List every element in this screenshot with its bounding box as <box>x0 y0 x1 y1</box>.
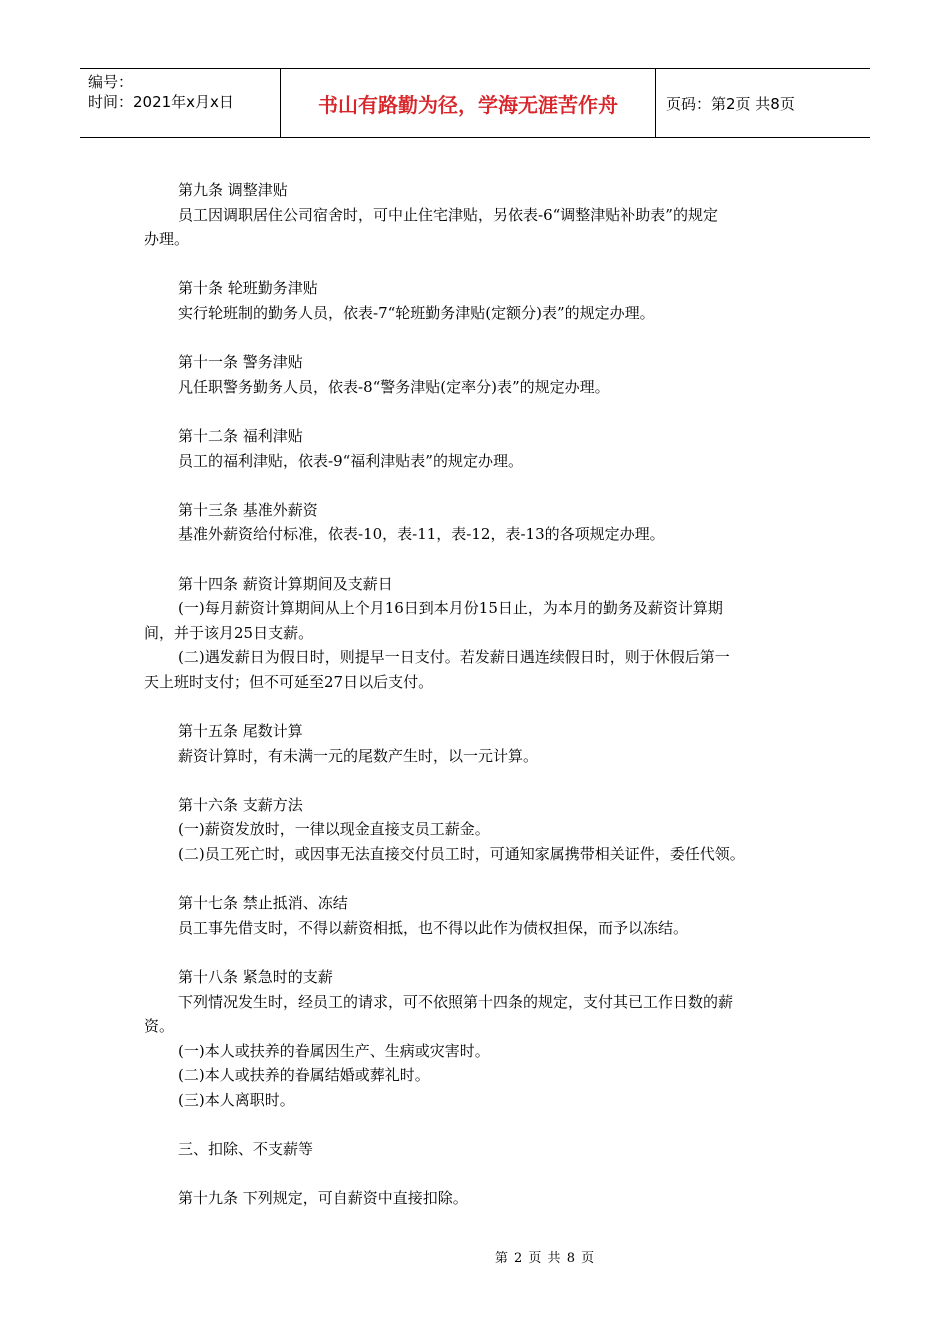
article-16-item-1: (一)薪资发放时，一律以现金直接支员工薪金。 <box>178 820 490 839</box>
article-11-paragraph: 凡任职警务勤务人员，依表-8“警务津贴(定率分)表”的规定办理。 <box>178 377 610 396</box>
document-time-label: 时间：2021年x月x日 <box>88 93 234 111</box>
article-12-paragraph: 员工的福利津贴，依表-9“福利津贴表”的规定办理。 <box>178 451 523 470</box>
header-meta-cell <box>80 69 281 137</box>
article-14-item-2-line-2: 天上班时支付；但不可延至27日以后支付。 <box>144 672 434 691</box>
article-13-paragraph: 基准外薪资给付标准，依表-10，表-11，表-12，表-13的各项规定办理。 <box>178 525 665 544</box>
article-14-item-2-line-1: (二)遇发薪日为假日时，则提早一日支付。若发薪日遇连续假日时，则于休假后第一 <box>178 648 730 667</box>
article-14-item-1-line-1: (一)每月薪资计算期间从上个月16日到本月份15日止，为本月的勤务及薪资计算期 <box>178 599 723 618</box>
article-16-item-2: (二)员工死亡时，或因事无法直接交付员工时，可通知家属携带相关证件，委任代领。 <box>178 845 745 864</box>
article-9-paragraph-line-1: 员工因调职居住公司宿舍时，可中止住宅津贴，另依表-6“调整津贴补助表”的规定 <box>178 205 718 224</box>
article-15-title: 第十五条 尾数计算 <box>178 722 303 741</box>
article-9-paragraph-line-2: 办理。 <box>144 230 190 249</box>
article-16-title: 第十六条 支薪方法 <box>178 795 303 814</box>
article-11-title: 第十一条 警务津贴 <box>178 353 303 372</box>
article-18-item-3: (三)本人离职时。 <box>178 1090 295 1109</box>
article-12-title: 第十二条 福利津贴 <box>178 426 303 445</box>
article-9-title: 第九条 调整津贴 <box>178 181 288 199</box>
article-13-title: 第十三条 基准外薪资 <box>178 500 318 519</box>
article-14-item-1-line-2: 间，并于该月25日支薪。 <box>144 623 314 642</box>
article-19-title: 第十九条 下列规定，可自薪资中直接扣除。 <box>178 1189 468 1208</box>
page-footer <box>0 1247 950 1266</box>
article-18-item-2: (二)本人或扶养的眷属结婚或葬礼时。 <box>178 1066 430 1085</box>
document-number-label: 编号： <box>88 73 134 91</box>
header-page-number: 页码：第2页 共8页 <box>666 94 795 113</box>
article-10-title: 第十条 轮班勤务津贴 <box>178 279 318 298</box>
header-motto: 书山有路勤为径，学海无涯苦作舟 <box>281 69 656 137</box>
article-17-title: 第十七条 禁止抵消、冻结 <box>178 894 348 913</box>
article-18-title: 第十八条 紧急时的支薪 <box>178 968 333 986</box>
footer-page-number: 第 2 页 共 8 页 <box>494 1251 596 1266</box>
section-3-heading: 三、扣除、不支薪等 <box>178 1140 314 1159</box>
article-14-title: 第十四条 薪资计算期间及支薪日 <box>178 574 393 593</box>
article-18-paragraph-line-2: 资。 <box>144 1017 175 1036</box>
article-18-paragraph-line-1: 下列情况发生时，经员工的请求，可不依照第十四条的规定，支付其已工作日数的薪 <box>178 992 734 1011</box>
article-10-paragraph: 实行轮班制的勤务人员，依表-7“轮班勤务津贴(定额分)表”的规定办理。 <box>178 303 655 322</box>
article-18-item-1: (一)本人或扶养的眷属因生产、生病或灾害时。 <box>178 1041 490 1060</box>
document-body <box>144 178 814 1211</box>
article-15-paragraph: 薪资计算时，有未满一元的尾数产生时，以一元计算。 <box>178 746 539 765</box>
article-17-paragraph: 员工事先借支时，不得以薪资相抵，也不得以此作为债权担保，而予以冻结。 <box>178 918 689 937</box>
page-header <box>80 68 870 138</box>
